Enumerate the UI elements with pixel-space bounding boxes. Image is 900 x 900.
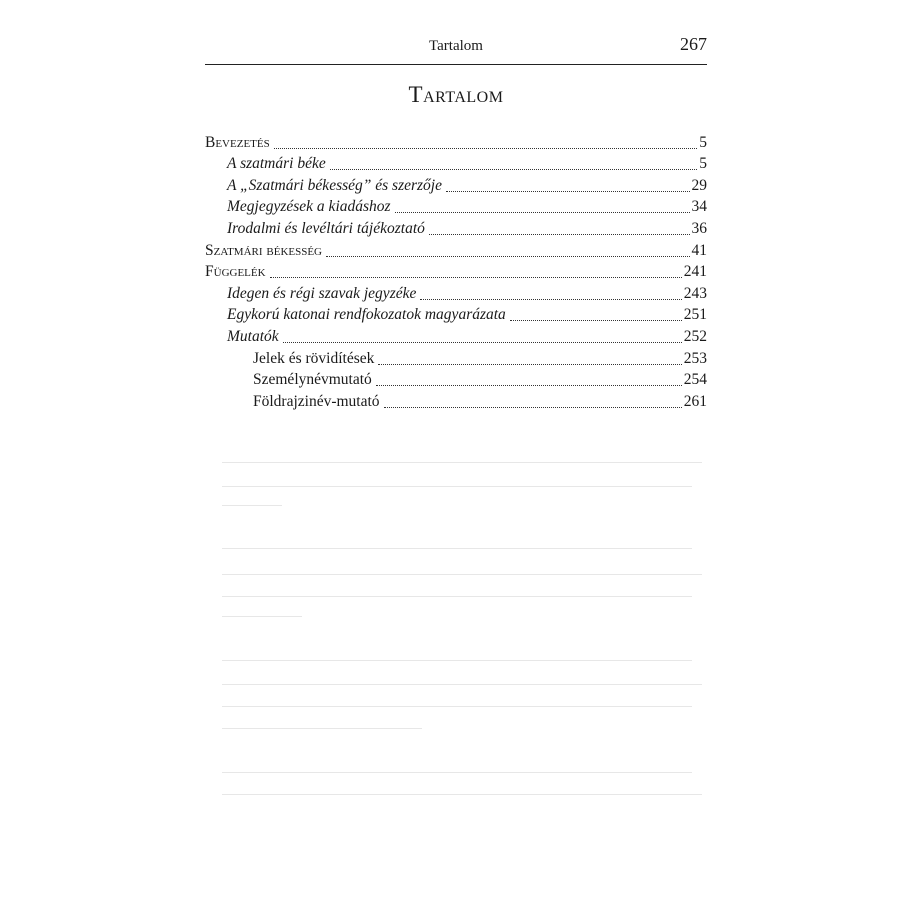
- toc-entry-page: 243: [683, 284, 707, 302]
- toc-entry: [205, 346, 707, 368]
- toc-entry-label: Földrajzinév-mutató: [253, 392, 380, 410]
- toc-entry-label: Jelek és rövidítések: [253, 349, 375, 367]
- toc-entry-label: A „Szatmári békesség” és szerzője: [227, 176, 442, 194]
- toc-entry: [205, 130, 707, 152]
- toc-entry-page: 253: [683, 349, 707, 367]
- toc-entry-label: Egykorú katonai rendfokozatok magyarázata: [227, 306, 506, 324]
- toc-title: Tartalom: [408, 82, 504, 107]
- show-through-line: [222, 486, 692, 487]
- dot-leader: [384, 407, 682, 408]
- toc-entry-label: Mutatók: [227, 327, 279, 345]
- dot-leader: [330, 169, 698, 170]
- toc-entry: [205, 260, 707, 282]
- show-through-line: [222, 706, 692, 707]
- running-title: Tartalom: [429, 38, 483, 54]
- toc-entry: [205, 195, 707, 217]
- toc-entry-page: 29: [691, 176, 707, 194]
- show-through-line: [222, 616, 302, 617]
- toc-entry-page: 252: [683, 327, 707, 345]
- show-through-line: [222, 728, 422, 729]
- dot-leader: [378, 364, 681, 365]
- toc-entry-label: Szatmári békesség: [205, 241, 323, 259]
- show-through-line: [222, 548, 692, 549]
- toc-entry-label: Irodalmi és levéltári tájékoztató: [227, 219, 425, 237]
- dot-leader: [510, 320, 682, 321]
- show-through-line: [222, 462, 702, 463]
- show-through-line: [222, 574, 702, 575]
- toc-entry: [205, 173, 707, 195]
- toc-entry-label: Bevezetés: [205, 133, 270, 151]
- toc-entry-label: Megjegyzések a kiadáshoz: [227, 198, 391, 216]
- toc-entry: [205, 216, 707, 238]
- dot-leader: [376, 385, 682, 386]
- page-number: 267: [680, 34, 707, 54]
- toc-entry-page: 254: [683, 371, 707, 389]
- dot-leader: [270, 277, 682, 278]
- toc-entry: [205, 152, 707, 174]
- toc-entry-label: Személynévmutató: [253, 371, 372, 389]
- dot-leader: [420, 299, 681, 300]
- toc-entry-label: A szatmári béke: [227, 155, 326, 173]
- show-through-line: [222, 794, 702, 795]
- toc-entry: [205, 303, 707, 325]
- show-through-line: [222, 660, 692, 661]
- show-through-line: [222, 684, 702, 685]
- toc-entry-label: Idegen és régi szavak jegyzéke: [227, 284, 417, 302]
- toc-entry: [205, 389, 707, 411]
- toc-entry-label: Függelék: [205, 263, 266, 281]
- toc-entry: [205, 324, 707, 346]
- dot-leader: [274, 148, 698, 149]
- toc-entry-page: 41: [691, 241, 707, 259]
- dot-leader: [326, 256, 689, 257]
- dot-leader: [446, 191, 690, 192]
- show-through-line: [222, 505, 282, 506]
- toc-entry: [205, 281, 707, 303]
- toc-entry-page: 241: [683, 263, 707, 281]
- toc-entry-page: 5: [699, 133, 707, 151]
- show-through-line: [222, 596, 692, 597]
- toc-entry: [205, 238, 707, 260]
- table-of-contents: [205, 130, 707, 411]
- toc-entry-page: 251: [683, 306, 707, 324]
- toc-entry-page: 261: [683, 392, 707, 410]
- toc-entry-page: 34: [691, 198, 707, 216]
- header-rule: [205, 64, 707, 65]
- toc-entry: [205, 368, 707, 390]
- toc-entry-page: 36: [691, 219, 707, 237]
- dot-leader: [395, 212, 690, 213]
- running-head: [205, 34, 707, 60]
- toc-entry-page: 5: [699, 155, 707, 173]
- dot-leader: [429, 234, 690, 235]
- dot-leader: [283, 342, 682, 343]
- show-through-line: [222, 772, 692, 773]
